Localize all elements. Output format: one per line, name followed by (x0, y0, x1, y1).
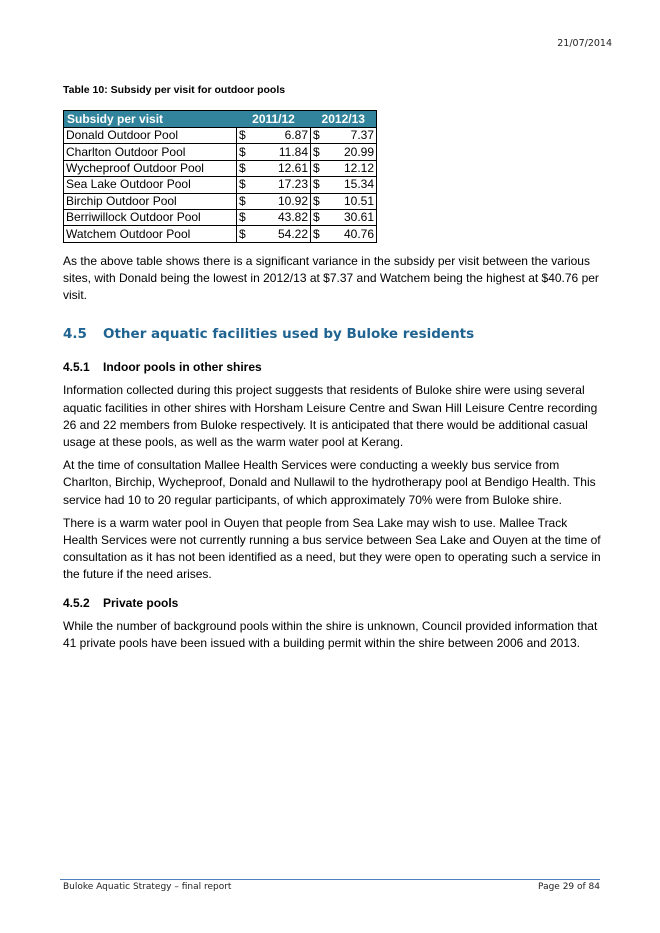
value-2012-13 (311, 144, 377, 160)
subsection-number: 4.5.2 (63, 595, 90, 610)
currency-symbol: $ (239, 144, 246, 159)
currency-symbol: $ (313, 210, 320, 225)
value-2011-12 (237, 226, 311, 242)
value-2012-13 (311, 160, 377, 176)
column-header-2011-12: 2011/12 (237, 111, 311, 128)
value-2011-12 (237, 177, 311, 193)
footer-report-title: Buloke Aquatic Strategy – final report (63, 882, 232, 892)
table-row (64, 209, 377, 225)
value-2012-13 (311, 193, 377, 209)
paragraph-table-summary: As the above table shows there is a significant variance in the subsidy per visit between the various sites, with Donald being the lowest in 2012/13 at $7.37 and Watchem being the highest at $40.76 per visit. (63, 253, 599, 303)
currency-symbol: $ (313, 177, 320, 192)
value-2012-13 (311, 128, 377, 144)
currency-symbol: $ (313, 128, 320, 143)
subsection-number: 4.5.1 (63, 360, 90, 375)
table-row (64, 177, 377, 193)
table-row (64, 193, 377, 209)
column-header-2012-13: 2012/13 (311, 111, 377, 128)
subsection-title: Private pools (103, 595, 179, 610)
currency-symbol: $ (239, 128, 246, 143)
table-row (64, 226, 377, 242)
currency-symbol: $ (239, 160, 246, 175)
currency-symbol: $ (239, 177, 246, 192)
currency-symbol: $ (313, 193, 320, 208)
value-2011-12 (237, 209, 311, 225)
value: 15.34 (343, 177, 374, 192)
paragraph-indoor-3: There is a warm water pool in Ouyen that people from Sea Lake may wish to use. Mallee Track Health Services were not currently running a bus service between Sea Lake and Ouyen at the time of consultation as it has not been identified as a need, but they were open to operating such a service in the future if the need arises. (63, 515, 601, 582)
value-2012-13 (311, 226, 377, 242)
table-row (64, 160, 377, 176)
pool-name: Charlton Outdoor Pool (64, 144, 237, 160)
pool-name: Berriwillock Outdoor Pool (64, 209, 237, 225)
pool-name: Watchem Outdoor Pool (64, 226, 237, 242)
paragraph-private-pools: While the number of background pools within the shire is unknown, Council provided information that 41 private pools have been issued with a building permit within the shire between 2006 and 2013. (63, 618, 598, 650)
currency-symbol: $ (313, 144, 320, 159)
value: 40.76 (343, 226, 374, 241)
value-2012-13 (311, 209, 377, 225)
table-row (64, 144, 377, 160)
footer-page-number: Page 29 of 84 (538, 882, 600, 892)
table-caption: Table 10: Subsidy per visit for outdoor pools (63, 84, 286, 96)
currency-symbol: $ (239, 210, 246, 225)
value: 11.84 (278, 144, 308, 159)
pool-name: Birchip Outdoor Pool (64, 193, 237, 209)
currency-symbol: $ (313, 226, 320, 241)
section-title: Other aquatic facilities used by Buloke residents (103, 326, 475, 343)
table-header-row (64, 111, 377, 128)
value: 30.61 (343, 210, 374, 225)
value: 17.23 (277, 177, 308, 192)
section-number: 4.5 (63, 326, 87, 343)
subsection-title: Indoor pools in other shires (103, 360, 262, 375)
value-2011-12 (237, 193, 311, 209)
subsidy-table (63, 110, 377, 243)
value: 12.12 (343, 160, 374, 175)
value: 12.61 (277, 160, 308, 175)
currency-symbol: $ (313, 160, 320, 175)
pool-name: Donald Outdoor Pool (64, 128, 237, 144)
pool-name: Wycheproof Outdoor Pool (64, 160, 237, 176)
subsection-heading-indoor-pools (63, 360, 603, 374)
page-content (63, 84, 603, 658)
footer-divider (60, 879, 600, 880)
subsection-heading-private-pools (63, 596, 603, 610)
value: 7.37 (350, 128, 374, 143)
value: 20.99 (343, 144, 374, 159)
value-2011-12 (237, 144, 311, 160)
header-date: 21/07/2014 (557, 38, 612, 49)
pool-name: Sea Lake Outdoor Pool (64, 177, 237, 193)
value-2011-12 (237, 128, 311, 144)
value-2011-12 (237, 160, 311, 176)
table-row (64, 128, 377, 144)
value: 43.82 (277, 210, 308, 225)
section-heading (63, 326, 603, 342)
value: 10.92 (277, 193, 308, 208)
column-header-name: Subsidy per visit (64, 111, 237, 128)
currency-symbol: $ (239, 226, 246, 241)
paragraph-indoor-1: Information collected during this project suggests that residents of Buloke shire were using several aquatic facilities in other shires with Horsham Leisure Centre and Swan Hill Leisure Centre recording 26 and 22 members from Buloke respectively. It is anticipated that there would be additional casual usage at these pools, as well as the warm water pool at Kerang. (63, 383, 598, 449)
paragraph-indoor-2: At the time of consultation Mallee Health Services were conducting a weekly bus service from Charlton, Birchip, Wycheproof, Donald and Nullawil to the hydrotherapy pool at Bendigo Health. This service had 10 to 20 regular participants, of which approximately 70% were from Buloke shire. (63, 458, 596, 507)
value: 10.51 (343, 193, 374, 208)
value: 6.87 (284, 128, 308, 143)
value: 54.22 (277, 226, 308, 241)
value-2012-13 (311, 177, 377, 193)
currency-symbol: $ (239, 193, 246, 208)
